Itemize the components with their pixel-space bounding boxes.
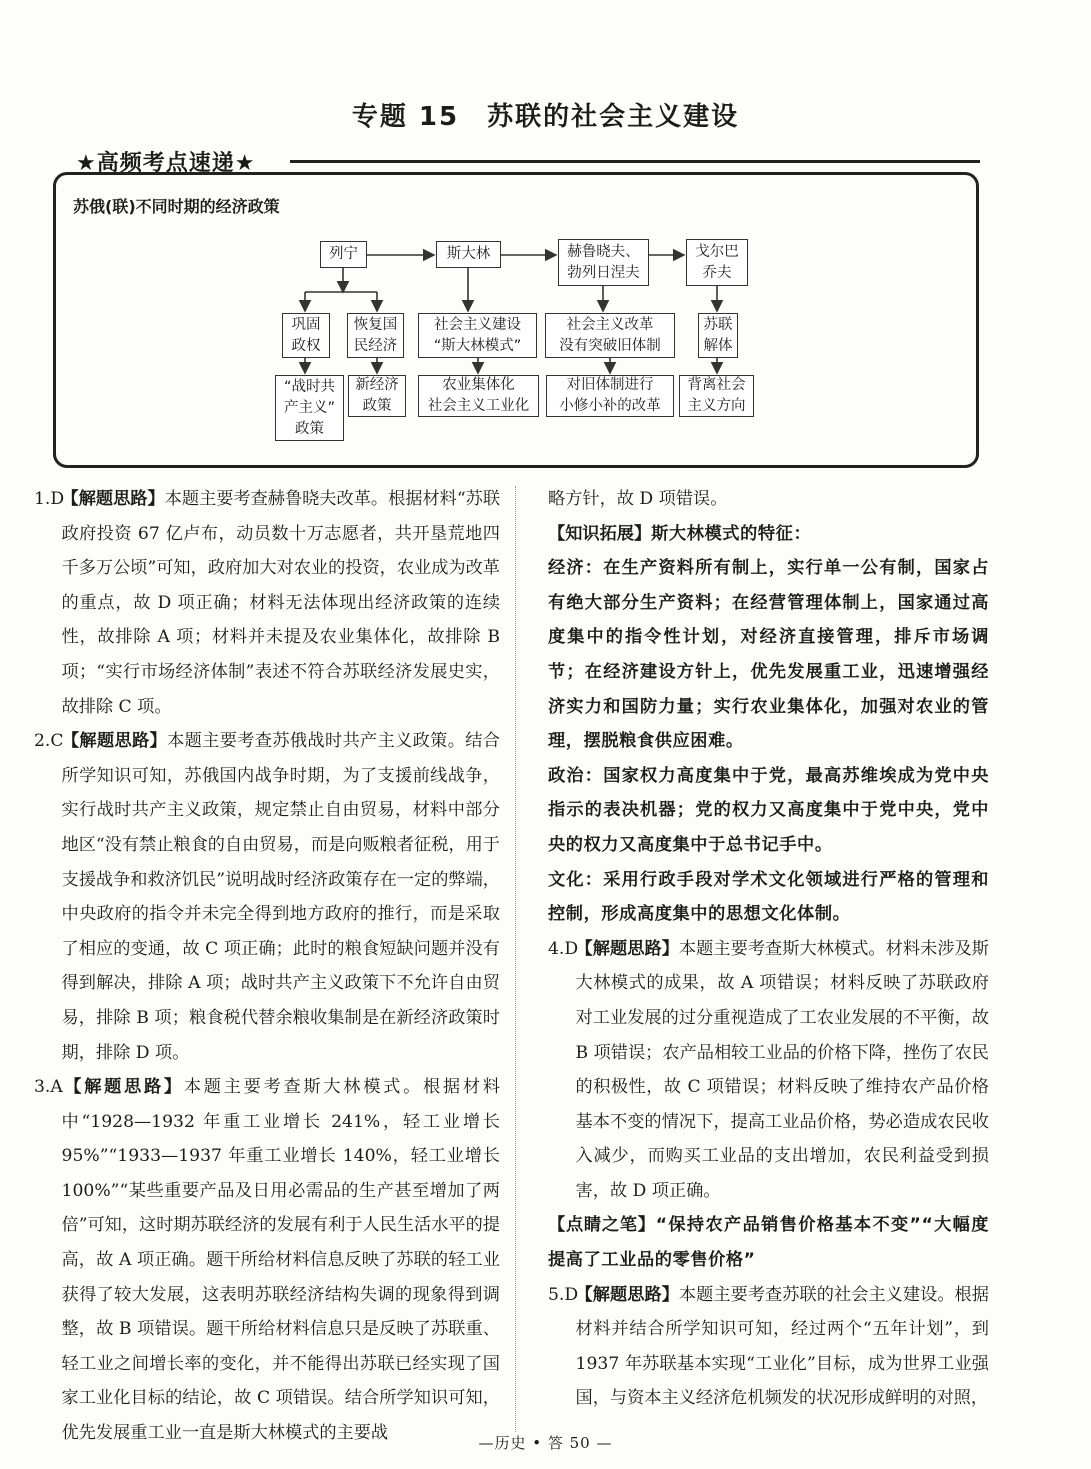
highlight-tag: 【点睛之笔】: [548, 1215, 656, 1236]
answer-tag: 【解题思路】: [61, 1077, 184, 1098]
answer-tag: 【解题思路】: [575, 1284, 679, 1305]
node-nep: 新经济 政策: [348, 375, 406, 417]
node-restore-economy: 恢复国 民经济: [347, 313, 404, 358]
left-column: [34, 482, 500, 1451]
section-header: ★高频考点速递★: [76, 151, 256, 176]
answer-tag: 【解题思路】: [61, 731, 168, 752]
answer-3: [34, 1070, 500, 1451]
answer-3-continuation: 略方针，故 D 项错误。: [548, 489, 728, 509]
node-ussr-collapse: 苏联 解体: [698, 313, 738, 358]
node-lenin: 列宁: [320, 241, 367, 268]
answer-text: 本题主要考查苏俄战时共产主义政策。结合所学知识可知，苏俄国内战争时期，为了支援前线战争，实行战时共产主义政策，规定禁止自由贸易，材料中部分地区“没有禁止粮食的自由贸易，而是向贩粮者征税，用于支援战争和救济饥民”说明战时经济政策存在一定的弊端，中央政府的指令并未完全得到地方政府的推行，而是采取了相应的变通，故 C 项正确；此时的粮食短缺问题并没有得到解决，排除 A 项；战时共产主义政策下不允许自由贸易，排除 B 项；粮食税代替余粮收集制是在新经济政策时期，排除 D 项。: [61, 731, 500, 1063]
node-collectivization: 农业集体化 社会主义工业化: [418, 375, 539, 417]
node-stalin: 斯大林: [436, 241, 501, 268]
answer-5: [548, 1278, 989, 1416]
node-war-communism: “战时共 产主义” 政策: [275, 375, 344, 441]
node-deviate-socialism: 背离社会 主义方向: [679, 375, 754, 417]
page-title: 专题 15 苏联的社会主义建设: [351, 102, 740, 132]
knowledge-culture: 文化：采用行政手段对学术文化领域进行严格的管理和控制，形成高度集中的思想文化体制。: [548, 869, 989, 925]
node-gorbachev: 戈尔巴 乔夫: [686, 239, 748, 286]
answer-4: [548, 932, 989, 1209]
highlight-text: “保持农产品销售价格基本不变”“大幅度提高了工业品的零售价格”: [548, 1215, 989, 1271]
diagram-title: 苏俄(联)不同时期的经济政策: [73, 197, 280, 216]
answer-number: 5.D: [548, 1284, 579, 1305]
answer-text: 本题主要考查赫鲁晓夫改革。根据材料“苏联政府投资 67 亿卢布，动员数十万志愿者，共开垦荒地四千多万公顷”可知，政府加大对农业的投资，农业成为改革的重点，故 D 项正确；材料无法体现出经济政策的连续性，故排除 A 项；材料并未提及农业集体化，故排除 B 项；“实行市场经济体制”表述不符合苏联经济发展史实，故排除 C 项。: [61, 489, 501, 717]
knowledge-tag: 【知识拓展】: [548, 523, 652, 544]
node-consolidate-power: 巩固 政权: [282, 313, 330, 358]
node-stalin-model: 社会主义建设 “斯大林模式”: [418, 313, 537, 358]
answer-text: 本题主要考查斯大林模式。根据材料中“1928—1932 年重工业增长 241%，轻工业增长 95%”“1933—1937 年重工业增长 140%，轻工业增长 100%”“某些重要产品及日用必需品的生产甚至增加了两倍”可知，这时期苏联经济的发展有利于人民生活水平的提高，故 A 项正确。题干所给材料信息反映了苏联的轻工业获得了较大发展，这表明苏联经济结构失调的现象得到调整，故 B 项错误。题干所给材料信息只是反映了苏联重、轻工业之间增长率的变化，并不能得出苏联已经实现了国家工业化目标的结论，故 C 项错误。结合所学知识可知，优先发展重工业一直是斯大林模式的主要战: [61, 1077, 500, 1444]
answer-text: 本题主要考查斯大林模式。材料未涉及斯大林模式的成果，故 A 项错误；材料反映了苏联政府对工业发展的过分重视造成了工农业发展的不平衡，故 B 项错误；农产品相较工业品的价格下降，挫伤了农民的积极性，故 C 项错误；材料反映了维持农产品价格基本不变的情况下，提高工业品价格，势必造成农民收入减少，而购买工业品的支出增加，农民利益受到损害，故 D 项正确。: [575, 938, 989, 1201]
answer-number: 1.D: [34, 489, 65, 509]
answer-tag: 【解题思路】: [61, 489, 165, 509]
node-minor-reform: 对旧体制进行 小修小补的改革: [546, 375, 674, 417]
answer-text: 本题主要考查苏联的社会主义建设。根据材料并结合所学知识可知，经过两个“五年计划”，到 1937 年苏联基本实现“工业化”目标，成为世界工业强国，与资本主义经济危机频发的状况形成鲜明的对照，: [575, 1284, 989, 1409]
knowledge-title: 斯大林模式的特征：: [651, 523, 812, 544]
answer-tag: 【解题思路】: [575, 938, 679, 959]
page-footer: —历史 • 答 50 —: [478, 1434, 613, 1452]
knowledge-politics: 政治：国家权力高度集中于党，最高苏维埃成为党中央指示的表决机器；党的权力又高度集中于党中央，党中央的权力又高度集中于总书记手中。: [548, 765, 989, 855]
knowledge-extension: [548, 517, 989, 552]
node-khrushchev-brezhnev: 赫鲁晓夫、 勃列日涅夫: [558, 239, 649, 286]
knowledge-economy: 经济：在生产资料所有制上，实行单一公有制，国家占有绝大部分生产资料；在经营管理体制上，国家通过高度集中的指令性计划，对经济直接管理，排斥市场调节；在经济建设方针上，优先发展重工业，迅速增强经济实力和国防力量；实行农业集体化，加强对农业的管理，摆脱粮食供应困难。: [548, 558, 989, 752]
answer-1: [34, 482, 500, 724]
answer-number: 2.C: [34, 731, 64, 752]
column-divider: [515, 486, 516, 1432]
node-socialist-reform: 社会主义改革 没有突破旧体制: [545, 313, 675, 358]
answer-number: 4.D: [548, 938, 579, 959]
answer-number: 3.A: [34, 1077, 63, 1098]
answer-2: [34, 724, 500, 1070]
highlight-note: [548, 1208, 989, 1277]
right-column: [548, 482, 989, 1416]
